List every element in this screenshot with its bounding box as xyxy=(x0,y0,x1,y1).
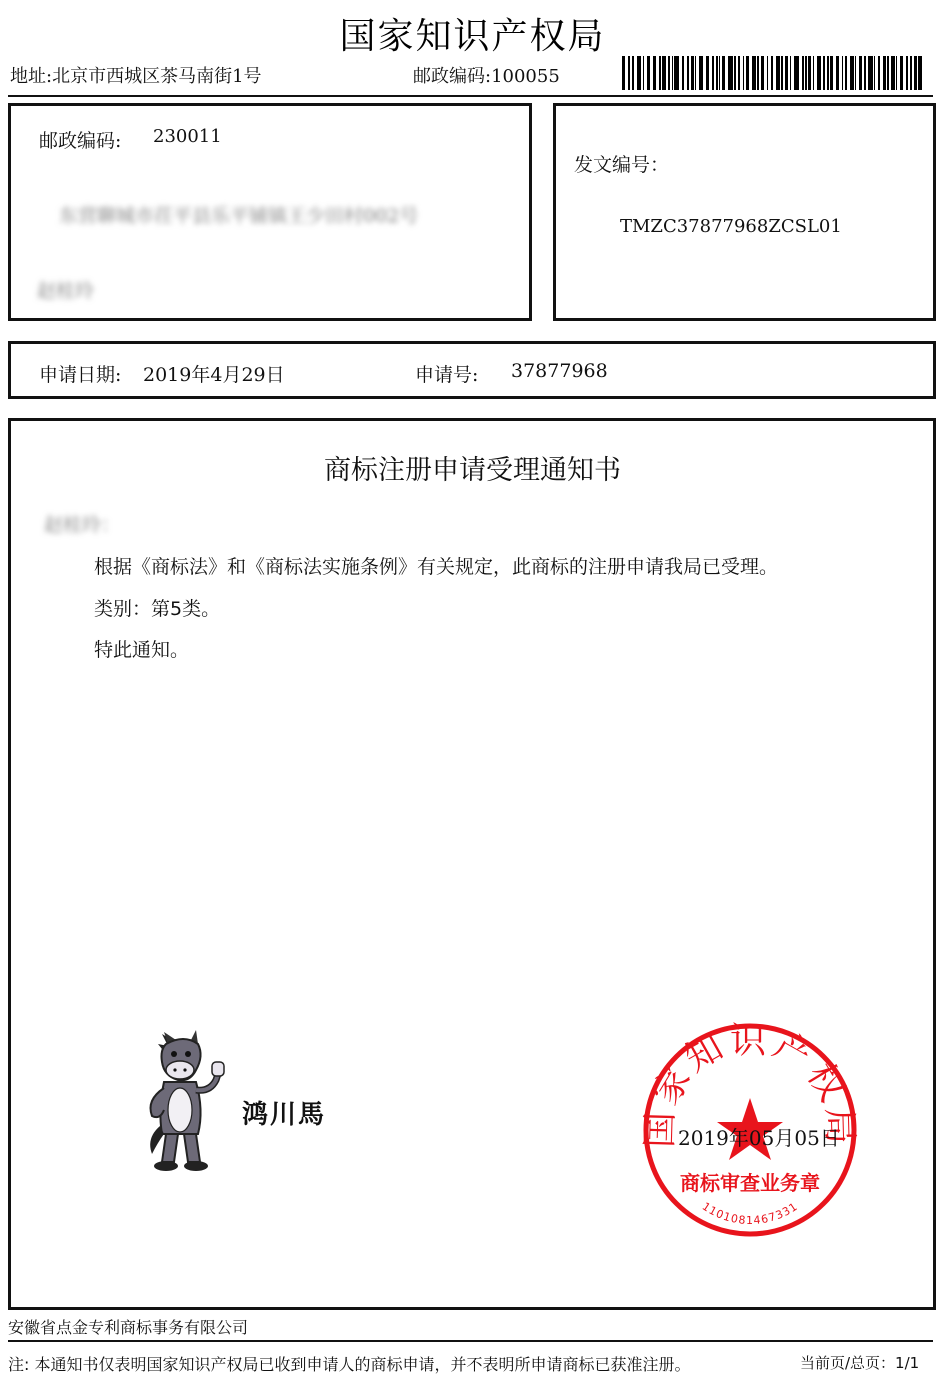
barcode-bar xyxy=(637,56,641,90)
application-date-value: 2019年4月29日 xyxy=(143,364,285,386)
barcode-bar xyxy=(823,56,825,90)
recipient-postcode-value: 230011 xyxy=(153,126,222,147)
barcode-bar xyxy=(906,56,908,90)
barcode-bar xyxy=(830,56,833,90)
agency-name: 安徽省点金专利商标事务有限公司 xyxy=(8,1318,249,1337)
barcode-bar xyxy=(817,56,821,90)
office-address: 地址:北京市西城区茶马南街1号 xyxy=(10,66,262,87)
barcode-bar xyxy=(743,56,744,90)
barcode-bar xyxy=(813,56,814,90)
barcode-bar xyxy=(719,56,720,90)
doc-ref-box xyxy=(553,103,936,321)
barcode-bar xyxy=(790,56,791,90)
barcode-bar xyxy=(622,56,625,90)
barcode-bar xyxy=(722,56,725,90)
barcode-bar xyxy=(836,56,839,90)
page-indicator: 当前页/总页：1/1 xyxy=(800,1354,920,1372)
barcode-bar xyxy=(794,56,799,90)
barcode-bar xyxy=(896,56,897,90)
barcode-bar xyxy=(653,56,656,90)
barcode-bar xyxy=(687,56,689,90)
recipient-name: 赵桂玲 xyxy=(37,280,95,302)
recipient-box xyxy=(8,103,532,321)
barcode-bar xyxy=(632,56,634,90)
barcode-bar xyxy=(874,56,875,90)
barcode-bar xyxy=(734,56,736,90)
barcode-bar xyxy=(659,56,661,90)
application-number-label: 申请号: xyxy=(415,364,479,386)
barcode-bar xyxy=(699,56,703,90)
application-number-value: 37877968 xyxy=(511,360,608,382)
barcode-bar xyxy=(674,56,679,90)
footer-note: 注: 本通知书仅表明国家知识产权局已收到申请人的商标申请，并不表明所申请商标已获准注册。 xyxy=(8,1355,691,1374)
barcode-bar xyxy=(845,56,847,90)
barcode-bar xyxy=(691,56,694,90)
barcode-bar xyxy=(767,56,768,90)
barcode-bar xyxy=(781,56,783,90)
notice-line-3: 特此通知。 xyxy=(94,639,190,661)
barcode-bar xyxy=(802,56,804,90)
doc-ref-value: TMZC37877968ZCSL01 xyxy=(620,216,842,237)
barcode-bar xyxy=(914,56,917,90)
barcode-bar xyxy=(776,56,780,90)
barcode-bar xyxy=(785,56,788,90)
notice-line-2: 类别：第5类。 xyxy=(94,598,221,620)
barcode-bar xyxy=(757,56,759,90)
barcode-bar xyxy=(808,56,811,90)
barcode-bar xyxy=(746,56,749,90)
barcode-bar xyxy=(672,56,673,90)
application-box xyxy=(8,341,936,399)
barcode-bar xyxy=(842,56,843,90)
seal-top-text: 国家知识产权局 xyxy=(640,1020,860,1149)
notice-salutation: 赵桂玲： xyxy=(44,514,121,536)
barcode-bar xyxy=(716,56,718,90)
barcode-bar xyxy=(887,56,889,90)
trademark-logo xyxy=(138,1030,358,1180)
barcode-bar xyxy=(668,56,670,90)
barcode-bar xyxy=(855,56,856,90)
barcode-bar xyxy=(891,56,895,90)
barcode-bar xyxy=(647,56,650,90)
barcode-bar xyxy=(771,56,773,90)
barcode-bar xyxy=(752,56,756,90)
barcode-bar xyxy=(682,56,684,90)
barcode-bar xyxy=(827,56,829,90)
barcode-bar xyxy=(859,56,862,90)
seal-bottom-text: 商标审查业务章 xyxy=(680,1171,820,1195)
horse-mascot-icon xyxy=(138,1030,248,1175)
barcode-bar xyxy=(695,56,696,90)
trademark-text: 鸿川馬 xyxy=(242,1100,327,1130)
barcode-bar xyxy=(728,56,733,90)
barcode-bar xyxy=(662,56,666,90)
barcode xyxy=(622,56,930,90)
doc-ref-label: 发文编号： xyxy=(574,154,670,176)
seal-number: 1101081467331 xyxy=(699,1199,801,1227)
barcode-bar xyxy=(850,56,854,90)
barcode-bar xyxy=(761,56,764,90)
barcode-bar xyxy=(910,56,912,90)
barcode-bar xyxy=(900,56,903,90)
barcode-bar xyxy=(868,56,873,90)
recipient-address: 东营聊城市茌平县乐平铺镇王少田村002号 xyxy=(59,205,419,227)
recipient-postcode-label: 邮政编码: xyxy=(39,130,122,152)
barcode-bar xyxy=(712,56,714,90)
svg-text:1101081467331 xyxy=(700,1200,801,1227)
footer-rule xyxy=(8,1340,933,1342)
application-date-label: 申请日期: xyxy=(39,364,122,386)
header-rule xyxy=(8,95,933,97)
barcode-bar xyxy=(643,56,644,90)
barcode-bar xyxy=(883,56,886,90)
notice-title: 商标注册申请受理通知书 xyxy=(324,455,621,486)
barcode-bar xyxy=(864,56,866,90)
office-title: 国家知识产权局 xyxy=(339,16,606,57)
barcode-bar xyxy=(738,56,740,90)
barcode-bar xyxy=(628,56,630,90)
issue-date: 2019年05月05日 xyxy=(678,1126,840,1150)
barcode-bar xyxy=(878,56,880,90)
notice-line-1: 根据《商标法》和《商标法实施条例》有关规定，此商标的注册申请我局已受理。 xyxy=(94,556,779,578)
barcode-bar xyxy=(805,56,807,90)
barcode-bar xyxy=(706,56,709,90)
office-postcode: 邮政编码:100055 xyxy=(413,66,560,87)
barcode-bar xyxy=(918,56,922,90)
